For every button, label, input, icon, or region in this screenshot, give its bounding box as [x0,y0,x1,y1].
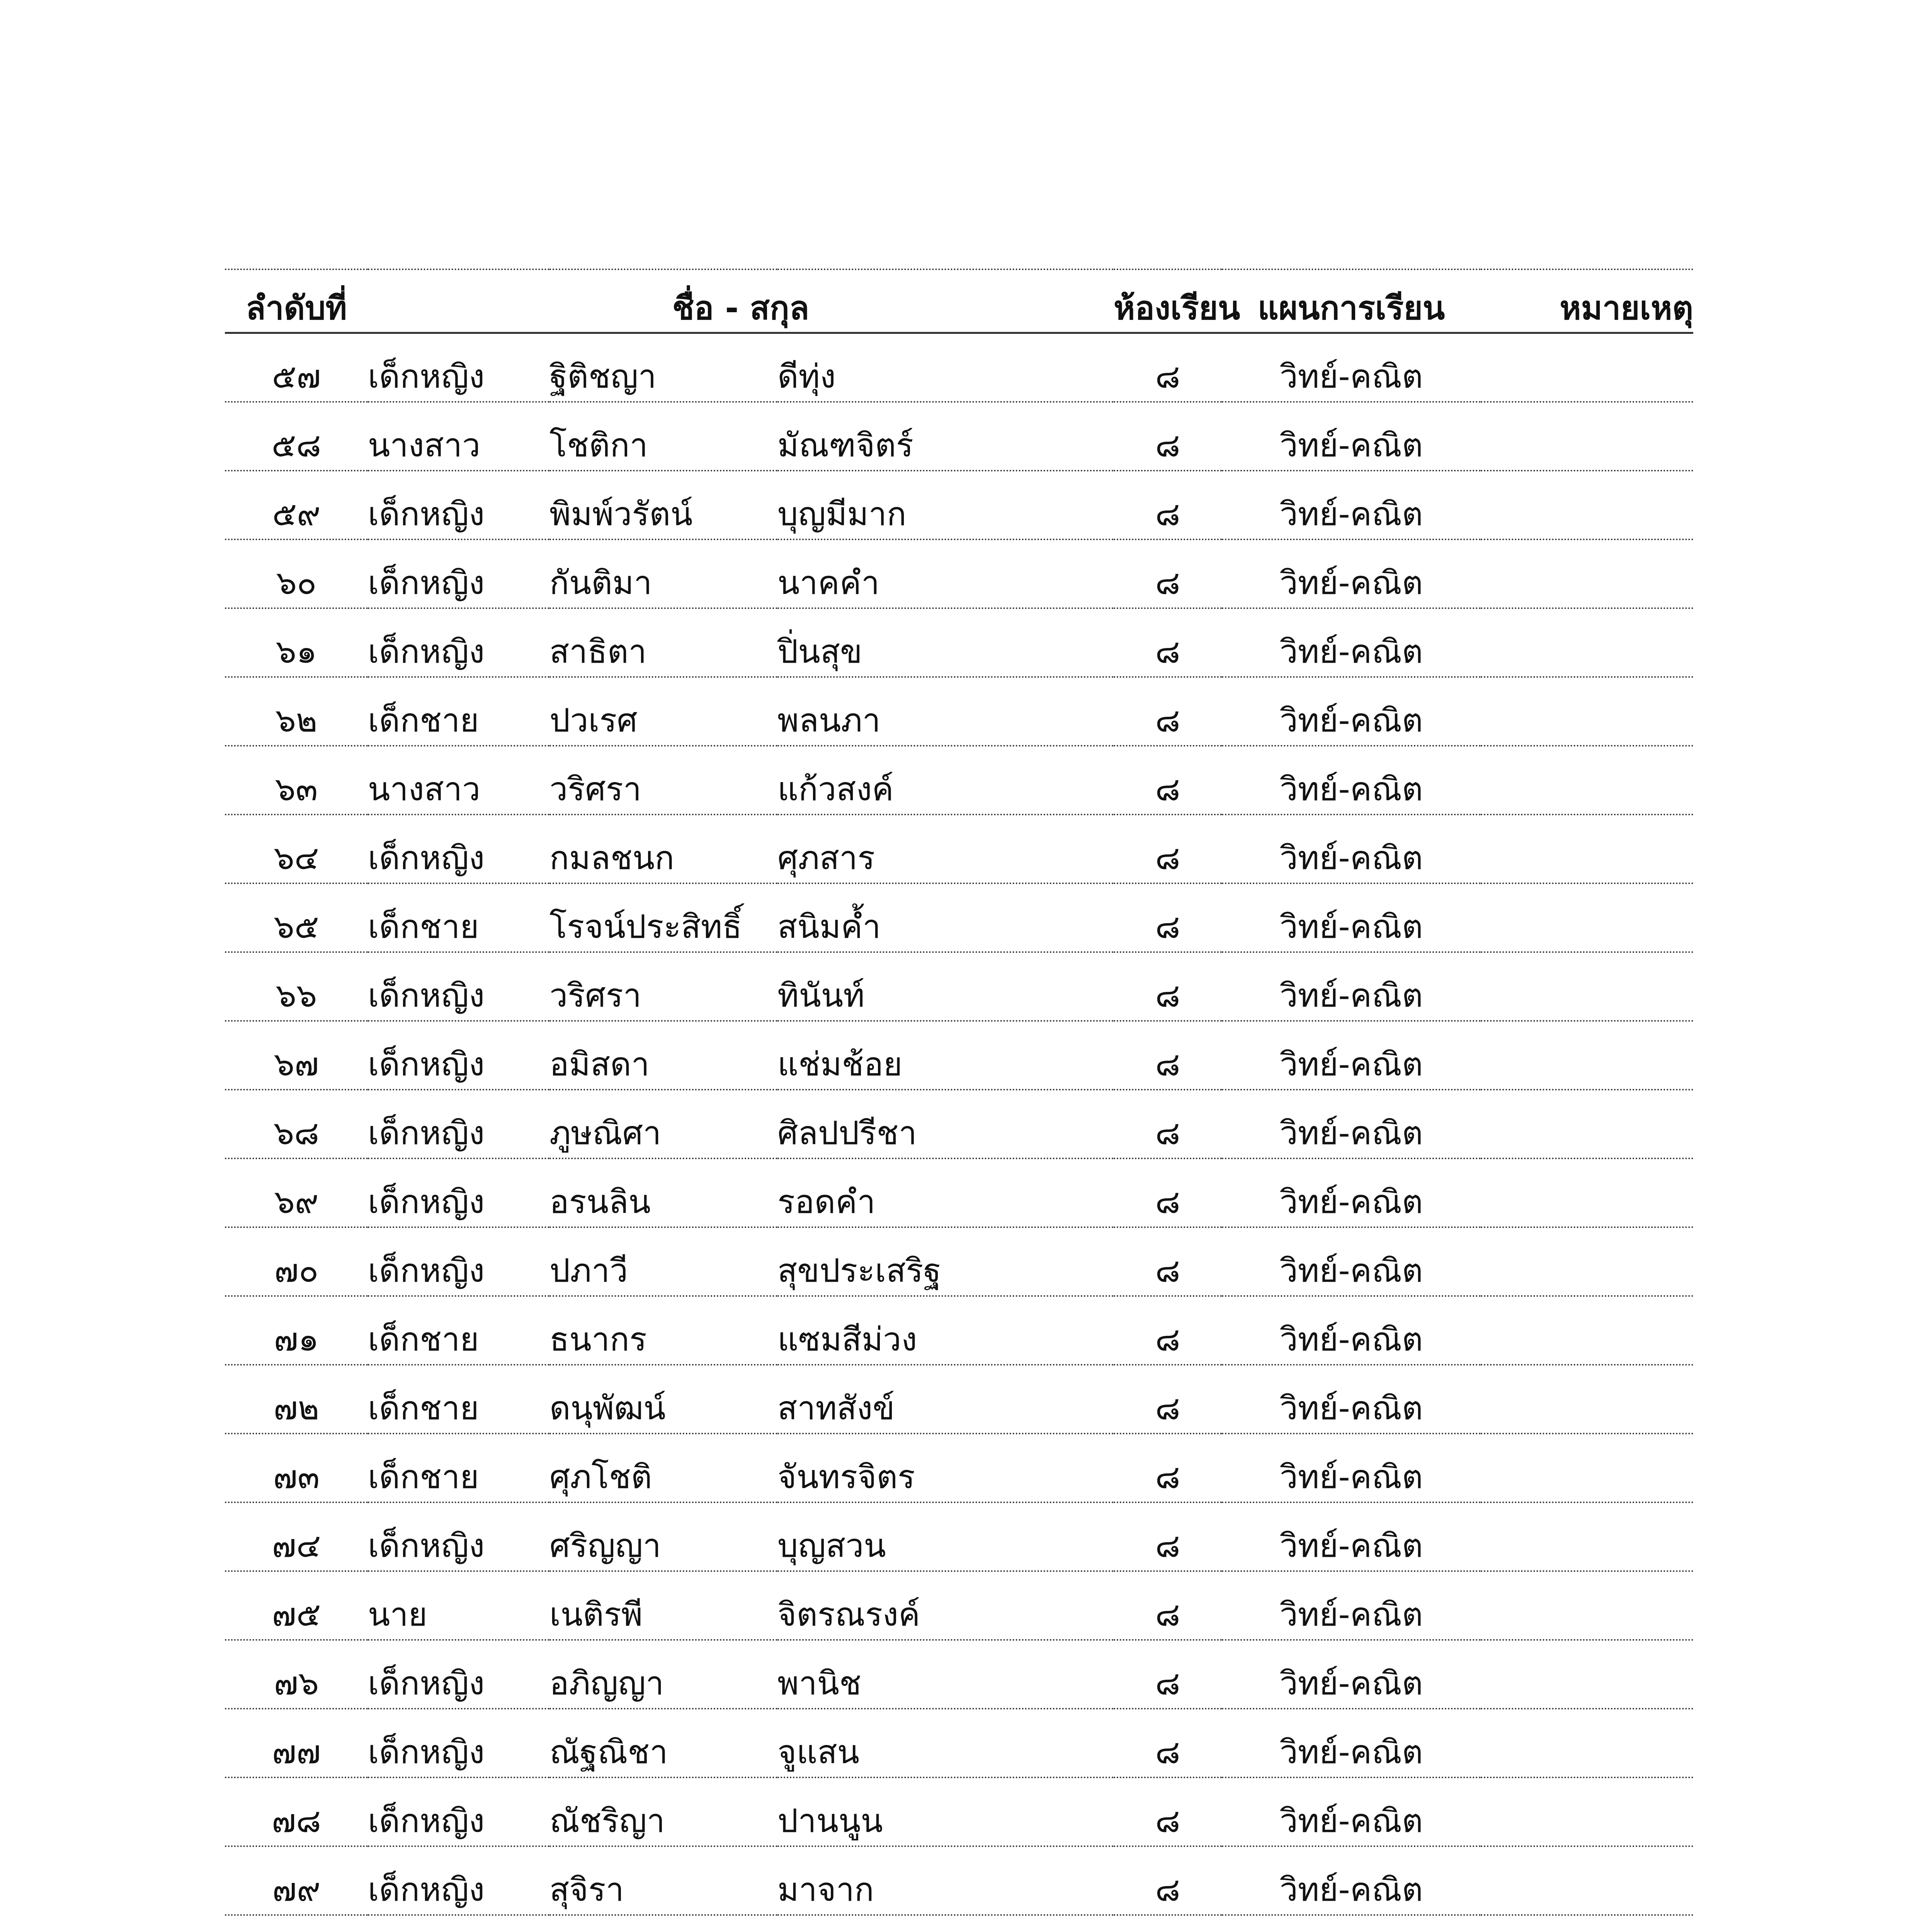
table-row [225,952,1693,1021]
table-row [225,815,1693,883]
table-header-row [225,269,1693,333]
row-plan: วิทย์-คณิต [1222,1365,1481,1434]
row-first-name: อรนลิน [549,1158,777,1227]
row-first-name: ปภาวี [549,1227,777,1296]
row-first-name: กันติมา [549,539,777,608]
table-row [225,1434,1693,1502]
row-last-name: ปานนูน [777,1777,1114,1846]
row-title: เด็กชาย [368,1296,549,1365]
row-last-name: สุขประเสริฐ [777,1227,1114,1296]
row-last-name: บุญสวน [777,1502,1114,1571]
row-first-name: ภูษณิศา [549,1090,777,1158]
row-title: เด็กหญิง [368,1021,549,1090]
row-title [368,1915,549,1932]
header-no: ลำดับที่ [225,269,368,333]
row-number: ๖๙ [225,1158,368,1227]
row-last-name: บุญมีมาก [777,471,1114,539]
table-row [225,1640,1693,1709]
row-number: ๕๙ [225,471,368,539]
row-first-name: ธนากร [549,1296,777,1365]
row-last-name: ทินันท์ [777,952,1114,1021]
row-last-name: จูแสน [777,1709,1114,1777]
row-plan: วิทย์-คณิต [1222,883,1481,952]
row-first-name: โชติกา [549,402,777,471]
row-remark [1481,815,1693,883]
row-room: ๘ [1114,402,1222,471]
row-plan: วิทย์-คณิต [1222,1640,1481,1709]
row-room: ๘ [1114,677,1222,746]
row-room: ๘ [1114,1227,1222,1296]
row-plan: วิทย์-คณิต [1222,1296,1481,1365]
row-last-name: สาทสังข์ [777,1365,1114,1434]
row-number: ๗๐ [225,1227,368,1296]
row-room: ๘ [1114,608,1222,677]
row-plan: วิทย์-คณิต [1222,952,1481,1021]
row-first-name: วริศรา [549,952,777,1021]
row-room: ๘ [1114,1021,1222,1090]
row-last-name: จันทรจิตร [777,1434,1114,1502]
row-last-name: ศุภสาร [777,815,1114,883]
row-room: ๘ [1114,1365,1222,1434]
row-title: เด็กชาย [368,1434,549,1502]
row-remark [1481,539,1693,608]
row-title: เด็กหญิง [368,1502,549,1571]
table-row [225,1158,1693,1227]
row-remark [1481,333,1693,402]
row-number: ๖๔ [225,815,368,883]
row-room: ๘ [1114,1296,1222,1365]
row-title: นางสาว [368,402,549,471]
row-plan: วิทย์-คณิต [1222,402,1481,471]
row-room: ๘ [1114,1502,1222,1571]
row-title: เด็กหญิง [368,952,549,1021]
row-first-name: วริศรา [549,746,777,815]
row-remark [1481,1709,1693,1777]
table-row [225,677,1693,746]
row-number: ๕๘ [225,402,368,471]
row-plan: วิทย์-คณิต [1222,1571,1481,1640]
row-title: เด็กหญิง [368,1709,549,1777]
table-row [225,1571,1693,1640]
row-title: เด็กหญิง [368,1158,549,1227]
row-first-name: กมลชนก [549,815,777,883]
row-room: ๘ [1114,1640,1222,1709]
row-first-name: สาธิตา [549,608,777,677]
row-first-name: ณัชริญา [549,1777,777,1846]
row-room: ๘ [1114,471,1222,539]
row-remark [1481,1502,1693,1571]
table-row [225,471,1693,539]
row-last-name: รอดคำ [777,1158,1114,1227]
row-plan: วิทย์-คณิต [1222,608,1481,677]
row-number [225,1915,368,1932]
row-last-name: สนิมค้ำ [777,883,1114,952]
row-number: ๗๒ [225,1365,368,1434]
row-title: เด็กหญิง [368,1227,549,1296]
row-last-name: พานิช [777,1640,1114,1709]
table-row [225,539,1693,608]
row-remark [1481,402,1693,471]
row-plan: วิทย์-คณิต [1222,1846,1481,1915]
row-title: เด็กชาย [368,677,549,746]
row-first-name [549,1915,777,1932]
table-row [225,746,1693,815]
row-number: ๗๗ [225,1709,368,1777]
row-title: นาย [368,1571,549,1640]
row-room: ๘ [1114,1571,1222,1640]
row-room: ๘ [1114,539,1222,608]
row-plan: วิทย์-คณิต [1222,677,1481,746]
row-number: ๖๗ [225,1021,368,1090]
table-row [225,333,1693,402]
row-number: ๗๑ [225,1296,368,1365]
row-number: ๖๖ [225,952,368,1021]
row-last-name: ปิ่นสุข [777,608,1114,677]
table-row [225,1365,1693,1434]
row-plan: วิทย์-คณิต [1222,746,1481,815]
row-last-name: แช่มช้อย [777,1021,1114,1090]
row-number: ๗๙ [225,1846,368,1915]
row-last-name: นาคคำ [777,539,1114,608]
row-title: เด็กหญิง [368,815,549,883]
row-room: ๘ [1114,952,1222,1021]
row-plan: วิทย์-คณิต [1222,815,1481,883]
row-room: ๘ [1114,1709,1222,1777]
row-first-name: โรจน์ประสิทธิ์ [549,883,777,952]
row-remark [1481,1915,1693,1932]
table-row [225,402,1693,471]
row-remark [1481,677,1693,746]
row-remark [1481,1777,1693,1846]
row-first-name: อมิสดา [549,1021,777,1090]
row-title: เด็กหญิง [368,539,549,608]
row-last-name: แซมสีม่วง [777,1296,1114,1365]
row-remark [1481,746,1693,815]
row-title: นางสาว [368,746,549,815]
row-first-name: ณัฐณิชา [549,1709,777,1777]
table-row [225,1777,1693,1846]
row-remark [1481,1434,1693,1502]
row-room: ๘ [1114,883,1222,952]
student-list-table-wrapper [225,269,1693,1932]
row-number: ๗๔ [225,1502,368,1571]
row-last-name: จิตรณรงค์ [777,1571,1114,1640]
header-room: ห้องเรียน [1114,269,1222,333]
row-remark [1481,1365,1693,1434]
table-row [225,1502,1693,1571]
row-number: ๖๕ [225,883,368,952]
row-first-name: พิมพ์วรัตน์ [549,471,777,539]
table-row [225,1021,1693,1090]
table-row [225,1915,1693,1932]
row-title: เด็กหญิง [368,1846,549,1915]
row-plan: วิทย์-คณิต [1222,1090,1481,1158]
row-plan: วิทย์-คณิต [1222,539,1481,608]
row-room: ๘ [1114,1777,1222,1846]
row-remark [1481,1021,1693,1090]
row-plan: วิทย์-คณิต [1222,1709,1481,1777]
row-plan: วิทย์-คณิต [1222,1434,1481,1502]
table-row [225,883,1693,952]
row-title: เด็กหญิง [368,333,549,402]
row-number: ๖๘ [225,1090,368,1158]
row-first-name: ฐิติชญา [549,333,777,402]
row-plan: วิทย์-คณิต [1222,1777,1481,1846]
row-remark [1481,1158,1693,1227]
student-list-table [225,269,1693,1932]
row-number: ๖๒ [225,677,368,746]
row-room [1114,1915,1222,1932]
row-remark [1481,1227,1693,1296]
row-first-name: สุจิรา [549,1846,777,1915]
row-plan [1222,1915,1481,1932]
row-room: ๘ [1114,746,1222,815]
row-number: ๖๑ [225,608,368,677]
row-plan: วิทย์-คณิต [1222,1158,1481,1227]
row-plan: วิทย์-คณิต [1222,333,1481,402]
row-plan: วิทย์-คณิต [1222,471,1481,539]
row-number: ๗๘ [225,1777,368,1846]
row-remark [1481,1640,1693,1709]
row-title: เด็กหญิง [368,1090,549,1158]
row-remark [1481,471,1693,539]
row-remark [1481,1571,1693,1640]
row-first-name: ดนุพัฒน์ [549,1365,777,1434]
row-last-name: มัณฑจิตร์ [777,402,1114,471]
row-title: เด็กหญิง [368,471,549,539]
table-row [225,1296,1693,1365]
row-title: เด็กหญิง [368,1777,549,1846]
row-room: ๘ [1114,1846,1222,1915]
table-row [225,1227,1693,1296]
row-last-name: ศิลปปรีชา [777,1090,1114,1158]
header-name: ชื่อ - สกุล [368,269,1114,333]
row-first-name: ศริญญา [549,1502,777,1571]
header-plan: แผนการเรียน [1222,269,1481,333]
row-last-name: ดีทุ่ง [777,333,1114,402]
row-plan: วิทย์-คณิต [1222,1227,1481,1296]
row-first-name: ปวเรศ [549,677,777,746]
row-number: ๖๓ [225,746,368,815]
row-last-name: มาจาก [777,1846,1114,1915]
row-last-name: แก้วสงค์ [777,746,1114,815]
row-title: เด็กชาย [368,1365,549,1434]
row-number: ๖๐ [225,539,368,608]
row-room: ๘ [1114,815,1222,883]
row-plan: วิทย์-คณิต [1222,1021,1481,1090]
table-row [225,1846,1693,1915]
row-remark [1481,608,1693,677]
row-first-name: อภิญญา [549,1640,777,1709]
row-number: ๗๕ [225,1571,368,1640]
row-first-name: ศุภโชติ [549,1434,777,1502]
row-number: ๗๓ [225,1434,368,1502]
row-last-name [777,1915,1114,1932]
row-remark [1481,883,1693,952]
row-room: ๘ [1114,1434,1222,1502]
row-title: เด็กหญิง [368,1640,549,1709]
row-remark [1481,1090,1693,1158]
table-body [225,333,1693,1932]
row-room: ๘ [1114,333,1222,402]
row-number: ๗๖ [225,1640,368,1709]
table-row [225,1709,1693,1777]
row-number: ๕๗ [225,333,368,402]
row-remark [1481,952,1693,1021]
row-first-name: เนติรพี [549,1571,777,1640]
row-plan: วิทย์-คณิต [1222,1502,1481,1571]
row-room: ๘ [1114,1090,1222,1158]
row-title: เด็กชาย [368,883,549,952]
row-remark [1481,1846,1693,1915]
header-remark: หมายเหตุ [1481,269,1693,333]
row-title: เด็กหญิง [368,608,549,677]
table-row [225,608,1693,677]
row-remark [1481,1296,1693,1365]
row-last-name: พลนภา [777,677,1114,746]
table-row [225,1090,1693,1158]
row-room: ๘ [1114,1158,1222,1227]
